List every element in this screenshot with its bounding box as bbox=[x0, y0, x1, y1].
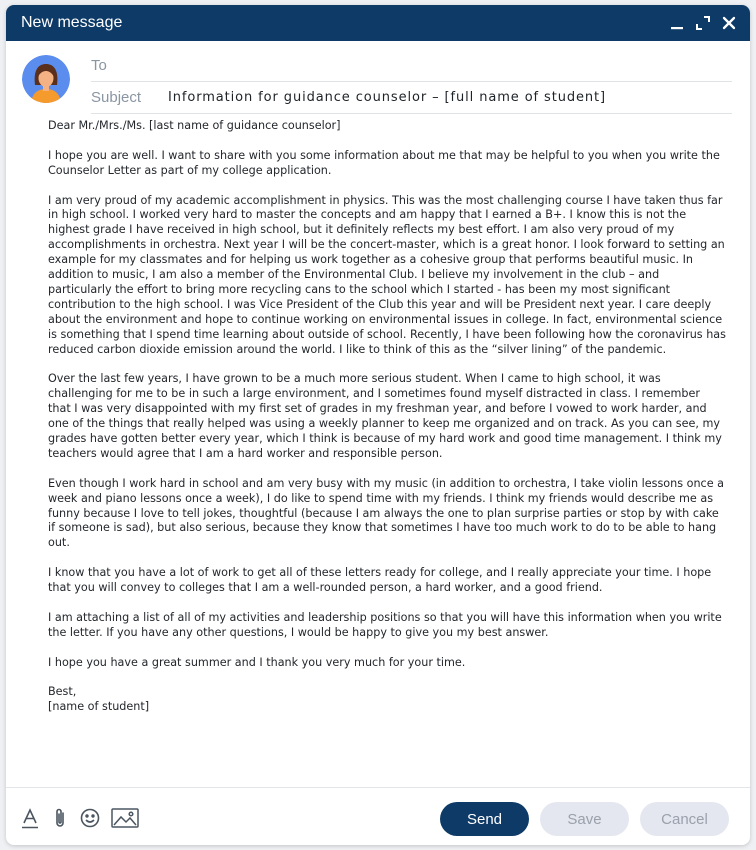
paragraph: I hope you are well. I want to share with you some information about me that may be helpful to you when you write the Counselor Letter as part of my college application. bbox=[48, 148, 720, 177]
send-button[interactable]: Send bbox=[440, 802, 529, 836]
signature-block bbox=[48, 685, 726, 715]
avatar bbox=[22, 55, 70, 103]
paragraph: I hope you have a great summer and I thank you very much for your time. bbox=[48, 655, 466, 669]
formatting-toolbar bbox=[20, 807, 140, 829]
window-controls bbox=[668, 14, 738, 32]
close-icon[interactable] bbox=[720, 14, 738, 32]
to-label: To bbox=[91, 57, 107, 74]
text-format-icon[interactable] bbox=[20, 807, 40, 829]
emoji-icon[interactable] bbox=[80, 807, 100, 829]
image-icon[interactable] bbox=[110, 807, 140, 829]
subject-label: Subject bbox=[91, 89, 142, 106]
minimize-icon[interactable] bbox=[668, 14, 686, 32]
signature: [name of student] bbox=[48, 700, 150, 714]
message-body[interactable] bbox=[48, 119, 726, 730]
compose-window bbox=[6, 5, 750, 845]
title-bar bbox=[6, 5, 750, 41]
subject-input[interactable]: Information for guidance counselor – [full name of student] bbox=[168, 90, 607, 105]
save-button[interactable]: Save bbox=[540, 802, 629, 836]
paragraph: I am very proud of my academic accomplishment in physics. This was the most challenging course I have taken thus far in high school. I worked very hard to master the concepts and am happy that I earned a B+. I know this is not the highest grade I have received in high school, but it definitely reflects my best effort. I am also very proud of my accomplishments in orchestra. Next year I will be the concert-master, which is a great honor. I look forward to setting an example for my classmates and for helping us work together as a cohesive group that performs beautiful music. In addition to music, I am also a member of the Environmental Club. I believe my involvement in the club – and particularly the effort to bring more recycling cans to the school which I started - has been my most significant contribution to the high school. I was Vice President of the Club this year and will be President next year. I care deeply about the environment and hope to continue working on environmental issues in college. In fact, environmental science is something that I spend time learning about outside of school. Recently, I have been following how the coronavirus has reduced carbon dioxide emission around the world. I like to think of this as the “silver lining” of the pandemic. bbox=[48, 193, 726, 356]
greeting: Dear Mr./Mrs./Ms. [last name of guidance counselor] bbox=[48, 119, 341, 132]
to-row bbox=[91, 50, 732, 82]
paragraph: I know that you have a lot of work to get all of these letters ready for college, and I really appreciate your time. I hope that you will convey to colleges that I am a well-rounded person, a hard worker, and a good friend. bbox=[48, 566, 712, 595]
closing: Best, bbox=[48, 685, 77, 699]
paragraph: Even though I work hard in school and am very busy with my music (in addition to orchestra, I take violin lessons once a week and piano lessons once a week), I do like to spend time with my friends. I think my friends would describe me as funny because I love to tell jokes, thoughtful (because I am always the one to plan surprise parties or stop by with cake if someone is sad), but also serious, because they know that sometimes I have too much work to do to be able to hang out. bbox=[48, 476, 725, 550]
cancel-button[interactable]: Cancel bbox=[640, 802, 729, 836]
compose-footer bbox=[6, 787, 750, 845]
attachment-icon[interactable] bbox=[50, 807, 70, 829]
paragraph: I am attaching a list of all of my activities and leadership positions so that you will have this information when you write the letter. If you have any other questions, I would be happy to give you my best answer. bbox=[48, 610, 722, 639]
subject-row bbox=[91, 82, 732, 114]
expand-icon[interactable] bbox=[694, 14, 712, 32]
window-title: New message bbox=[21, 14, 123, 31]
paragraph: Over the last few years, I have grown to be a much more serious student. When I came to high school, it was challenging for me to be in such a large environment, and I sometimes found myself distracted in class. I remember that I was very disappointed with my first set of grades in my freshman year, and before I vowed to work harder, and one of the things that really helped was using a weekly planner to keep me organized and on track. As you can see, my grades have gotten better every year, which I think is because of my hard work and good time management. I think my teachers would agree that I am a hard worker and responsible person. bbox=[48, 372, 722, 460]
to-input[interactable] bbox=[168, 57, 732, 74]
